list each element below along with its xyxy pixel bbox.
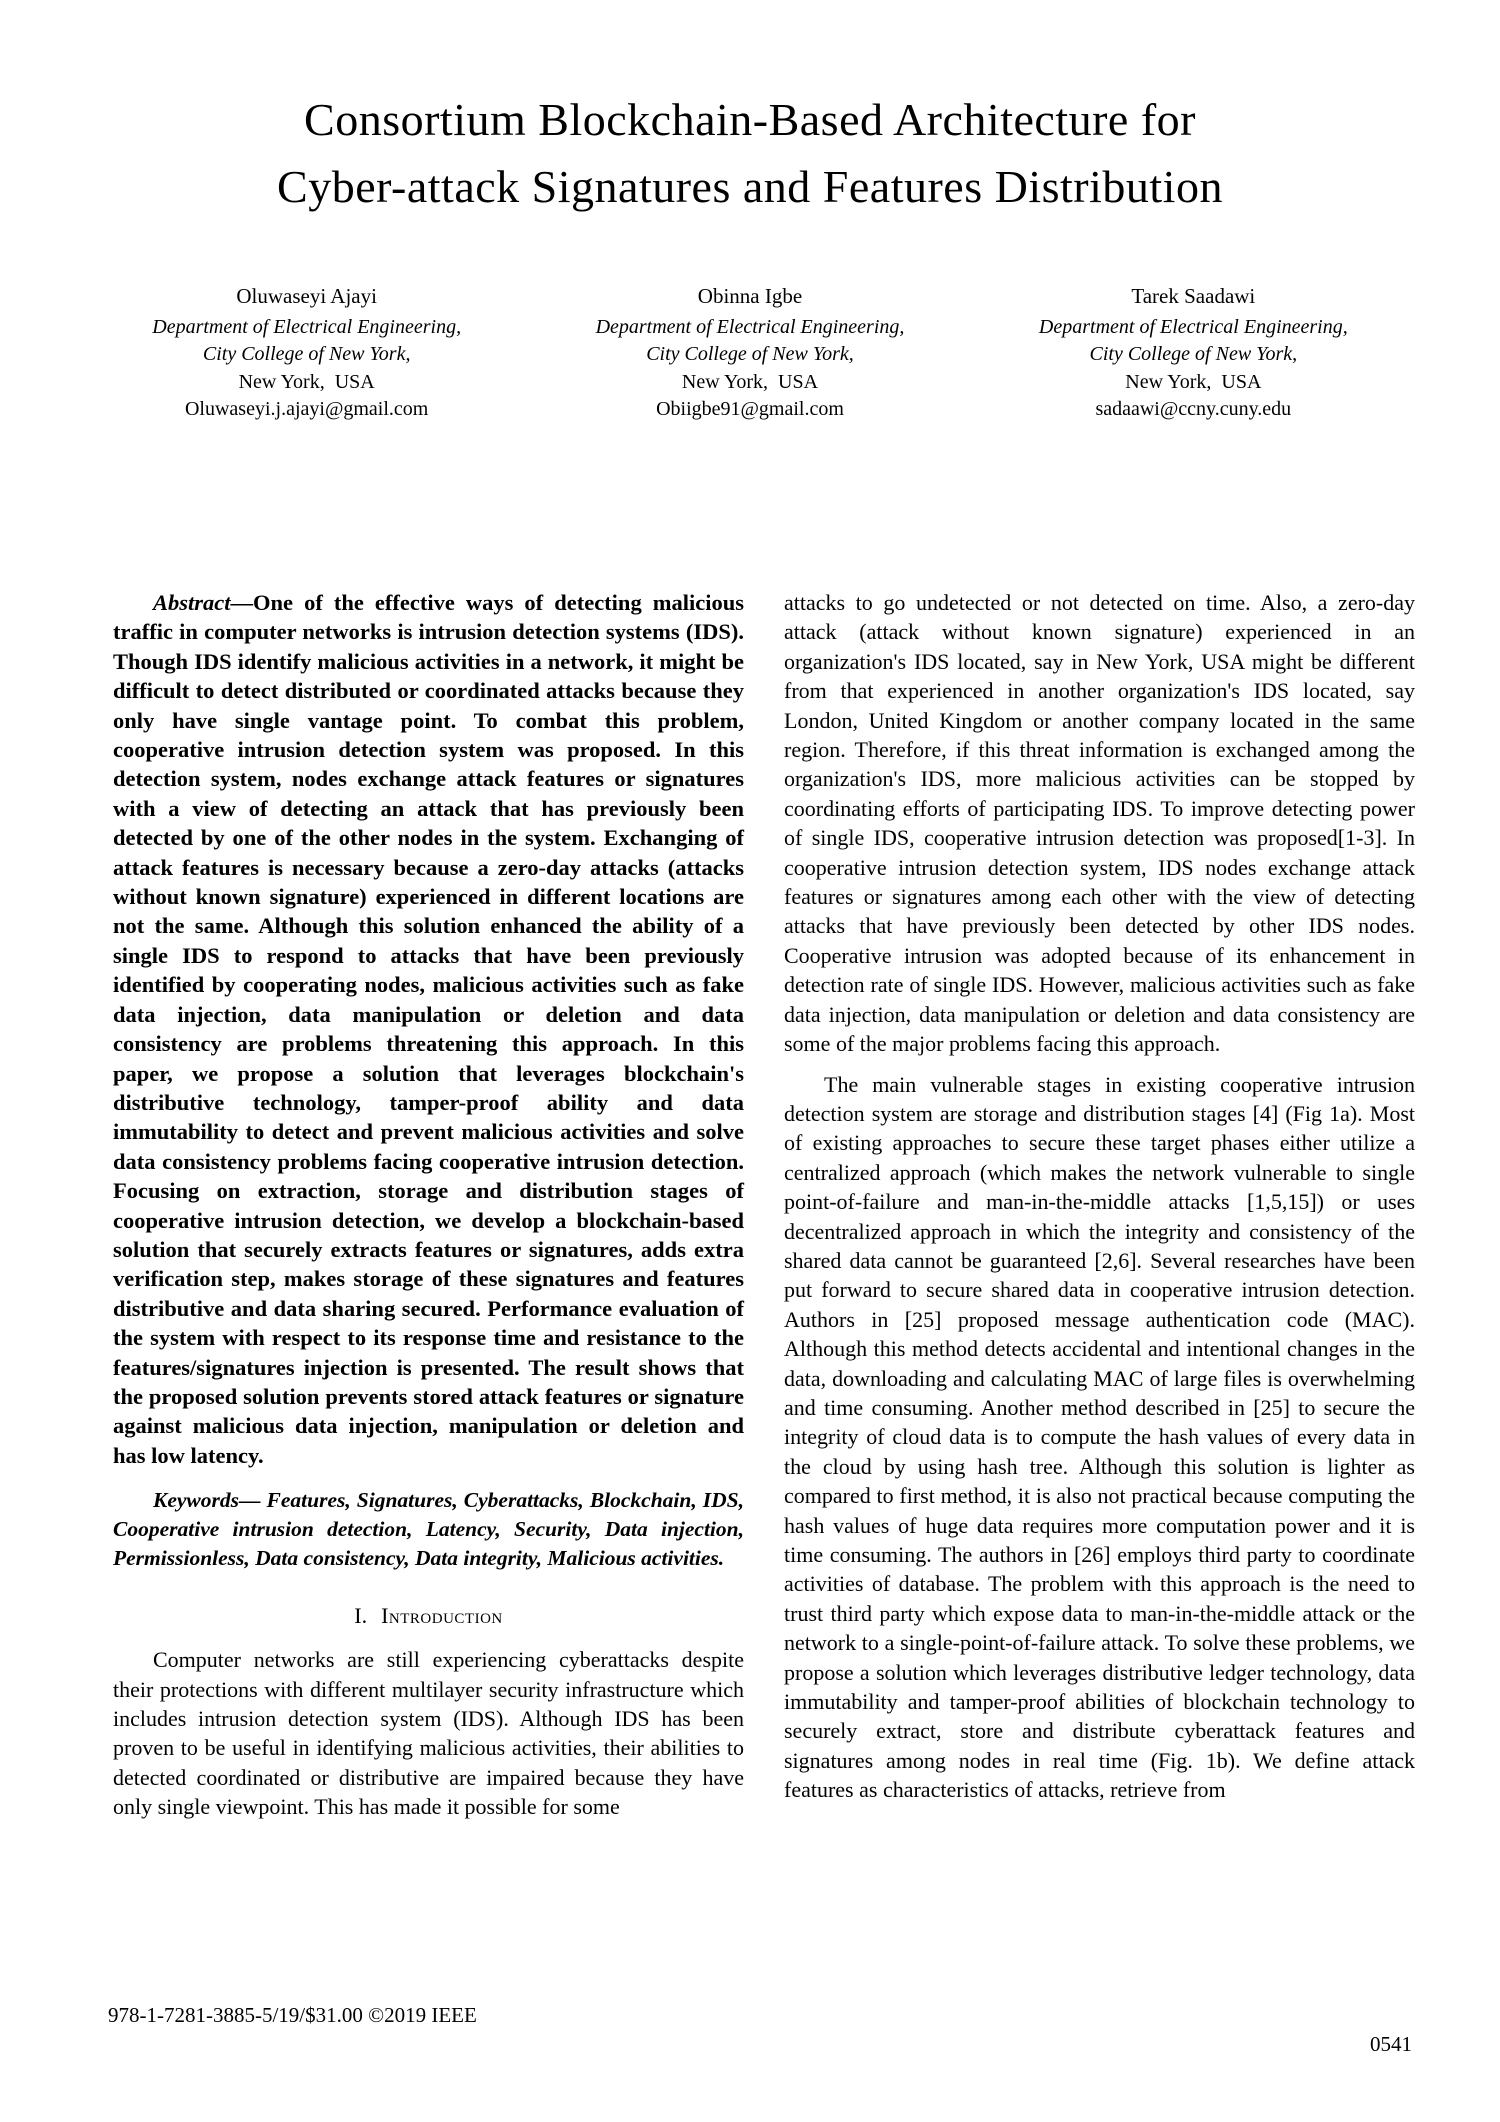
section-title: Introduction — [381, 1603, 503, 1629]
keywords-text: Features, Signatures, Cyberattacks, Blockchain, IDS, Cooperative intrusion detection, Latency, Security, Data injection, Permissionless, Data consistency, Data integrity, Malicious activities. — [113, 1488, 744, 1571]
author-1-location: New York, USA — [238, 370, 375, 393]
author-3-email: sadaawi@ccny.cuny.edu — [1095, 398, 1292, 420]
author-1-email: Oluwaseyi.j.ajayi@gmail.com — [184, 398, 429, 420]
right-column-paragraph-2: The main vulnerable stages in existing cooperative intrusion detection system are storage and distribution stages [4] (Fig 1a). Most of existing approaches to secure these target phases either utilize a centralized approach (which makes the network vulnerable to single point-of-failure and man-in-the-middle attacks [1,5,15]) or uses decentralized approach in which the integrity and consistency of the shared data cannot be guaranteed [2,6]. Several researches have been put forward to secure shared data in cooperative intrusion detection. Authors in [25] proposed message authentication code (MAC). Although this method detects accidental and intentional changes in the data, downloading and calculating MAC of large files is overwhelming and time consuming. Another method described in [25] to secure the integrity of cloud data is to compute the hash values of every data in the cloud by using hash tree. Although this solution is lighter as compared to first method, it is also not practical because computing the hash values of huge data requires more computation power and it is time consuming. The authors in [26] employs third party to coordinate activities of database. The problem with this approach is the need to trust third party which expose data to man-in-the-middle attack or the network to a single-point-of-failure attack. To solve these problems, we propose a solution which leverages distributive ledger technology, data immutability and tamper-proof abilities of blockchain technology to securely extract, store and distribute cyberattack features and signatures among nodes in real time (Fig. 1b). We define attack features as characteristics of attacks, retrieve from — [784, 1071, 1415, 1803]
left-column — [113, 588, 744, 1822]
author-block — [85, 283, 1415, 424]
author-3-college: City College of New York, — [1089, 343, 1298, 365]
page-number: 0541 — [1370, 2032, 1412, 2056]
abstract-paragraph — [113, 588, 744, 1470]
abstract-text: —One of the effective ways of detecting malicious traffic in computer networks is intrusion detection systems (IDS). Though IDS identify malicious activities in a network, it might be difficult to detect distributed or coordinated attacks because they only have single vantage point. To combat this problem, cooperative intrusion detection system was proposed. In this detection system, nodes exchange attack features or signatures with a view of detecting an attack that has previously been detected by one of the other nodes in the system. Exchanging of attack features is necessary because a zero-day attacks (attacks without known signature) experienced in different locations are not the same. Although this solution enhanced the ability of a single IDS to respond to attacks that have been previously identified by cooperating nodes, malicious activities such as fake data injection, data manipulation or deletion and data consistency are problems threatening this approach. In this paper, we propose a solution that leverages blockchain's distributive technology, tamper-proof ability and data immutability to detect and prevent malicious activities and solve data consistency problems facing cooperative intrusion detection. Focusing on extraction, storage and distribution stages of cooperative intrusion detection, we develop a blockchain-based solution that securely extracts features or signatures, adds extra verification step, makes storage of these signatures and features distributive and data sharing secured. Performance evaluation of the system with respect to its response time and resistance to the features/signatures injection is presented. The result shows that the proposed solution prevents stored attack features or signature against malicious data injection, manipulation or deletion and has low latency. — [113, 590, 744, 1468]
section-heading-introduction — [113, 1603, 744, 1629]
two-column-body — [113, 588, 1415, 1822]
author-3-name: Tarek Saadawi — [1131, 284, 1256, 308]
introduction-paragraph: Computer networks are still experiencing cyberattacks despite their protections with different multilayer security infrastructure which includes intrusion detection system (IDS). Although IDS has been proven to be useful in identifying malicious activities, their abilities to detected coordinated or distributive are impaired because they have only single viewpoint. This has made it possible for some — [113, 1647, 744, 1820]
keywords-label: Keywords— — [153, 1488, 261, 1513]
author-2 — [528, 283, 971, 424]
author-2-location: New York, USA — [681, 370, 819, 393]
author-3 — [972, 283, 1415, 424]
author-2-college: City College of New York, — [646, 343, 854, 365]
section-number: I. — [354, 1603, 368, 1629]
paper-title — [0, 86, 1500, 220]
author-3-location: New York, USA — [1125, 370, 1262, 393]
paper-title-line1: Consortium Blockchain-Based Architecture for — [304, 94, 1196, 145]
author-1 — [85, 283, 528, 424]
paper-title-line2: Cyber-attack Signatures and Features Distribution — [277, 161, 1223, 212]
keywords-paragraph — [113, 1486, 744, 1573]
author-2-name: Obinna Igbe — [697, 284, 803, 308]
author-2-department: Department of Electrical Engineering, — [595, 315, 905, 338]
author-2-email: Obiigbe91@gmail.com — [656, 398, 844, 420]
right-column-paragraph-1: attacks to go undetected or not detected on time. Also, a zero-day attack (attack without known signature) experienced in an organization's IDS located, say in New York, USA might be different from that experienced in another organization's IDS located, say London, United Kingdom or another company located in the same region. Therefore, if this threat information is exchanged among the organization's IDS, more malicious activities can be stopped by coordinating efforts of participating IDS. To improve detecting power of single IDS, cooperative intrusion detection was proposed[1-3]. In cooperative intrusion detection system, IDS nodes exchange attack features or signatures among each other with the view of detecting attacks that have previously been detected by other IDS nodes. Cooperative intrusion was adopted because of its enhancement in detection rate of single IDS. However, malicious activities such as fake data injection, data manipulation or deletion and data consistency are some of the major problems facing this approach. — [784, 590, 1415, 1057]
author-1-department: Department of Electrical Engineering, — [152, 315, 462, 338]
right-column — [784, 588, 1415, 1822]
copyright-notice: 978-1-7281-3885-5/19/$31.00 ©2019 IEEE — [108, 2003, 477, 2027]
abstract-label: Abstract — [153, 590, 231, 615]
author-3-department: Department of Electrical Engineering, — [1038, 315, 1348, 338]
author-1-name: Oluwaseyi Ajayi — [236, 284, 377, 308]
author-1-college: City College of New York, — [202, 343, 411, 365]
